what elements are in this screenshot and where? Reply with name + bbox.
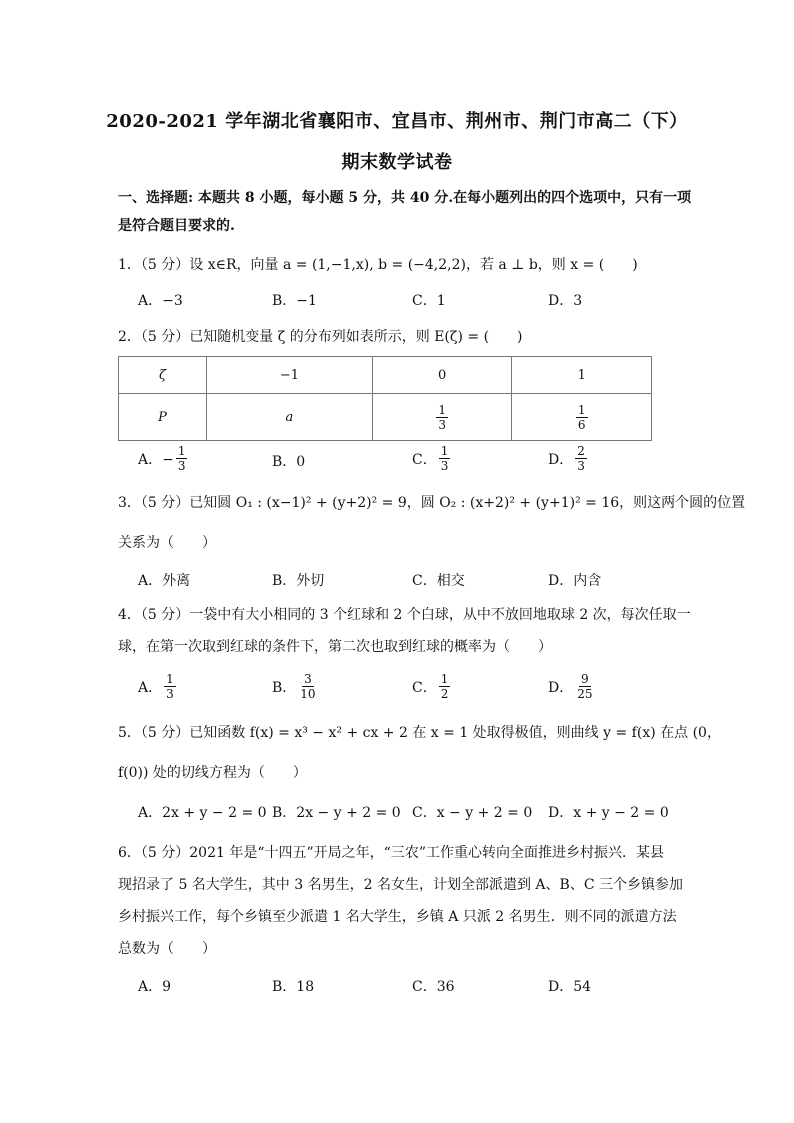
table-header-zeta: ζ — [119, 357, 207, 394]
fraction-numerator: 9 — [581, 672, 589, 686]
table-cell-prob: a — [206, 394, 372, 441]
q6-option-b: B．18 — [272, 979, 315, 995]
q4-option-d — [548, 672, 597, 701]
fraction — [439, 672, 451, 701]
fraction — [575, 672, 594, 701]
table-cell-value: −1 — [206, 357, 372, 394]
fraction-denominator: 25 — [577, 687, 593, 701]
question-3-text-cont: 关系为（ ） — [118, 535, 216, 551]
q2-option-c — [412, 444, 452, 473]
question-1-text: 1．（5 分）设 x∈R，向量 a = (1,−1,x), b = (−4,2,2)，若 a ⊥ b，则 x = ( ) — [118, 257, 638, 273]
fraction — [575, 444, 587, 473]
q4-option-a — [138, 672, 178, 701]
question-4-text: 4．（5 分）一袋中有大小相同的 3 个红球和 2 个白球，从中不放回地取球 2 次，每次任取一 — [118, 607, 691, 623]
q3-option-c: C．相交 — [412, 573, 465, 589]
q4-option-c — [412, 672, 452, 701]
fraction — [298, 672, 317, 701]
option-label: D． — [548, 679, 574, 696]
fraction-numerator: 1 — [166, 672, 174, 686]
fraction-denominator: 3 — [166, 687, 174, 701]
section-heading: 一、选择题: 本题共 8 小题，每小题 5 分，共 40 分.在每小题列出的四个选项中，只有一项 — [118, 190, 692, 206]
table-header-p: P — [119, 394, 207, 441]
question-5-text: 5．（5 分）已知函数 f(x) = x³ − x² + cx + 2 在 x = 1 处取得极值，则曲线 y = f(x) 在点 (0， — [118, 725, 721, 741]
fraction-denominator: 3 — [440, 459, 449, 473]
q3-option-a: A．外离 — [138, 573, 191, 589]
question-5-options — [138, 802, 738, 832]
fraction — [576, 403, 588, 432]
fraction-numerator: 1 — [577, 402, 586, 417]
q2-option-a — [138, 444, 189, 473]
q2-option-d — [548, 444, 589, 473]
fraction-numerator: 1 — [440, 444, 449, 458]
question-4-options — [138, 672, 738, 702]
q1-option-d: D．3 — [548, 293, 583, 309]
option-label: C． — [412, 451, 437, 468]
section-heading-cont: 是符合题目要求的. — [118, 218, 235, 234]
q1-option-c: C．1 — [412, 293, 446, 309]
q6-option-d: D．54 — [548, 979, 592, 995]
question-2-text: 2．（5 分）已知随机变量 ζ 的分布列如表所示，则 E(ζ) = ( ) — [118, 329, 523, 345]
question-6-options — [138, 976, 738, 1006]
question-3-options — [138, 570, 738, 600]
q6-option-c: C．36 — [412, 979, 455, 995]
q3-option-b: B．外切 — [272, 573, 325, 589]
fraction-numerator: 1 — [177, 444, 186, 458]
fraction-numerator: 3 — [304, 672, 312, 686]
question-6-text-cont: 现招录了 5 名大学生，其中 3 名男生，2 名女生，计划全部派遣到 A、B、C 三个乡镇参加 — [118, 877, 683, 893]
fraction — [176, 444, 188, 473]
fraction-denominator: 3 — [177, 459, 186, 473]
fraction-denominator: 2 — [440, 687, 449, 701]
q5-option-d: D．x + y − 2 = 0 — [548, 805, 669, 821]
table-cell-value: 1 — [512, 357, 652, 394]
fraction-numerator: 2 — [577, 444, 585, 458]
fraction — [436, 403, 448, 432]
distribution-table — [118, 356, 652, 441]
table-cell-value: 0 — [372, 357, 512, 394]
table-cell-prob — [372, 394, 512, 441]
q4-option-b — [272, 672, 320, 701]
option-label: C． — [412, 679, 437, 696]
exam-title-line2: 期末数学试卷 — [341, 152, 453, 173]
fraction-denominator: 10 — [300, 687, 316, 701]
option-label: A．− — [138, 451, 174, 468]
q1-option-b: B．−1 — [272, 293, 317, 309]
q2-option-b: B．0 — [272, 454, 306, 470]
fraction — [439, 444, 451, 473]
fraction-denominator: 6 — [577, 417, 586, 432]
option-label: D． — [548, 451, 574, 468]
question-6-text-cont: 总数为（ ） — [118, 941, 216, 957]
q5-option-b: B．2x − y + 2 = 0 — [272, 805, 401, 821]
q1-option-a: A．−3 — [138, 293, 183, 309]
question-1-options — [138, 290, 738, 320]
fraction-denominator: 3 — [438, 417, 446, 432]
option-label: B． — [272, 679, 297, 696]
q5-option-a: A．2x + y − 2 = 0 — [138, 805, 267, 821]
fraction — [164, 672, 176, 701]
fraction-numerator: 1 — [440, 672, 449, 686]
fraction-numerator: 1 — [438, 402, 446, 417]
question-6-text-cont: 乡村振兴工作，每个乡镇至少派遣 1 名大学生，乡镇 A 只派 2 名男生．则不同的派遣方法 — [118, 909, 677, 925]
q6-option-a: A．9 — [138, 979, 172, 995]
exam-title-line1: 2020-2021 学年湖北省襄阳市、宜昌市、荆州市、荆门市高二（下） — [106, 111, 688, 132]
q3-option-d: D．内含 — [548, 573, 602, 589]
table-cell-prob — [512, 394, 652, 441]
question-6-text: 6．（5 分）2021 年是“十四五”开局之年，“三农”工作重心转向全面推进乡村振兴．某县 — [118, 845, 664, 861]
fraction-denominator: 3 — [577, 459, 585, 473]
option-label: A． — [138, 679, 163, 696]
question-4-text-cont: 球，在第一次取到红球的条件下，第二次也取到红球的概率为（ ） — [118, 639, 552, 655]
question-5-text-cont: f(0)) 处的切线方程为（ ） — [118, 765, 307, 781]
question-3-text: 3．（5 分）已知圆 O₁ : (x−1)² + (y+2)² = 9，圆 O₂ : (x+2)² + (y+1)² = 16，则这两个圆的位置 — [118, 495, 746, 511]
question-2-options — [138, 444, 738, 474]
q5-option-c: C．x − y + 2 = 0 — [412, 805, 533, 821]
